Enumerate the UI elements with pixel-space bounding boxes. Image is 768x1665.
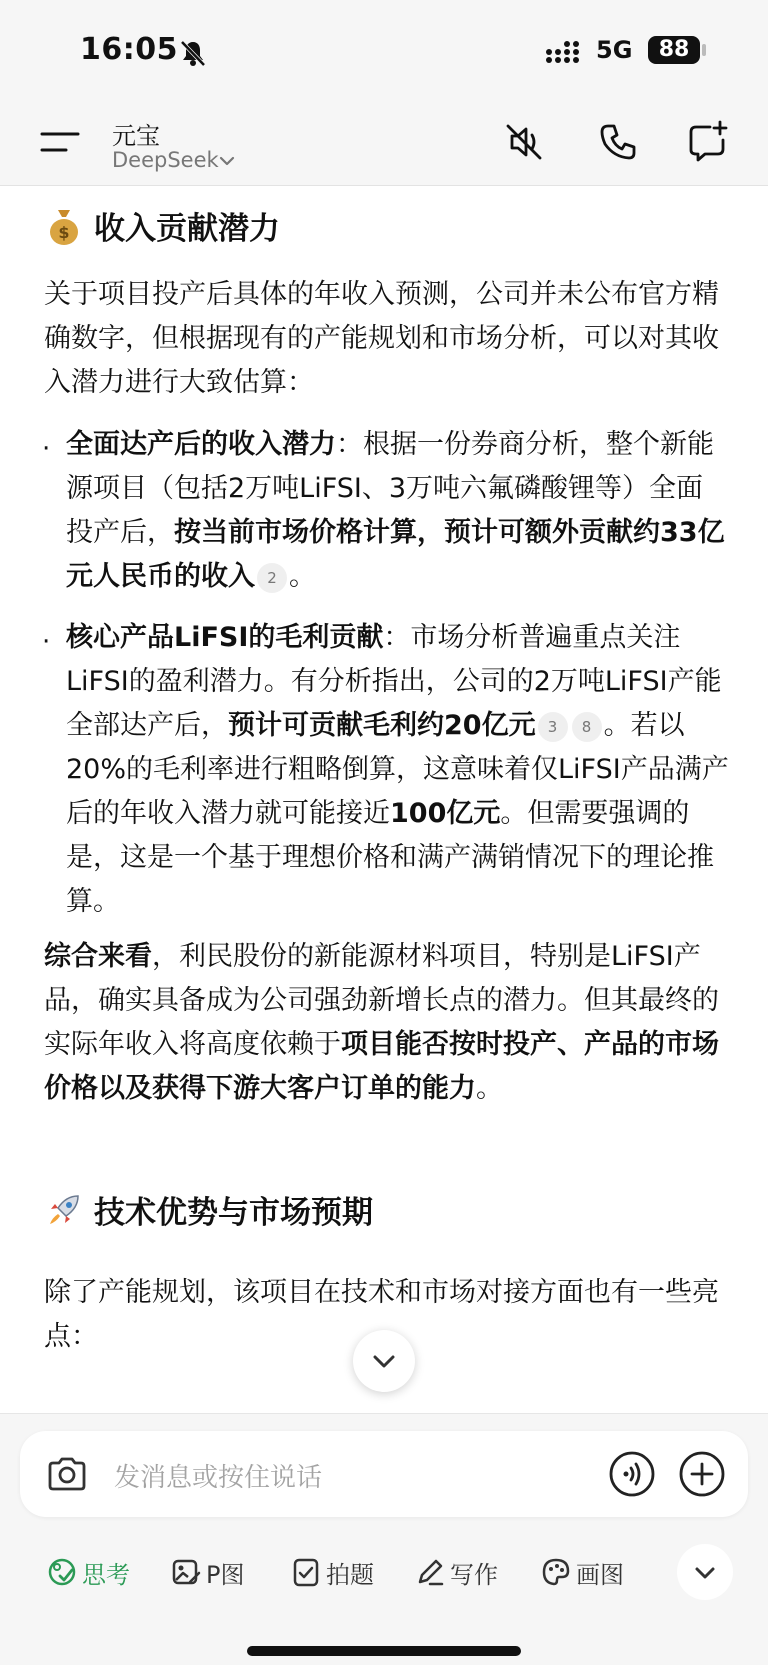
citation-badge[interactable]: 8 [572,712,602,742]
bullet-item [66,423,726,599]
app-header [0,100,768,186]
pen-icon [414,1556,446,1588]
bullet-bold-text: 按当前市场价格计算，预计可额外贡献约33亿元人民币的收入 [66,517,725,592]
new-chat-icon[interactable] [684,118,732,166]
speaker-mute-icon[interactable] [500,118,548,166]
bullet-dot: · [42,627,51,657]
app-name: 元宝 [112,122,160,150]
tool-label: P图 [206,1560,245,1589]
palette-icon [540,1556,572,1588]
battery-indicator: 88 [648,36,700,64]
home-indicator [247,1646,521,1656]
bullet-text: 。但需要强调的是，这是一个基于理想价格和满产满销情况下的理论推算。 [66,798,714,917]
scroll-down-button[interactable] [353,1330,415,1392]
signal-icon [545,40,585,64]
bullet-text: ：市场分析普遍重点关注LiFSI的盈利潜力。有分析指出，公司的2万吨LiFSI产能全部达产后， [66,622,722,741]
think-icon [46,1556,78,1588]
tool-draw[interactable] [540,1554,624,1590]
chevron-down-icon [677,1544,733,1600]
status-time: 16:05 [80,32,178,67]
menu-icon[interactable] [40,126,80,158]
battery-cap [702,44,706,56]
bullet-text: 。若以20%的毛利率进行粗略倒算，这意味着仅LiFSI产品满产后的年收入潜力就可能接近 [66,710,729,829]
tool-label: 画图 [576,1560,624,1589]
bullet-text: ：根据一份券商分析，整个新能源项目（包括2万吨LiFSI、3万吨六氟磷酸锂等）全面投产后， [66,429,714,548]
clipboard-check-icon [290,1556,322,1588]
camera-icon[interactable] [44,1451,90,1497]
svg-text:$: $ [58,222,70,242]
rocket-icon [44,1190,84,1230]
summary-bold: 综合来看 [44,941,152,972]
bell-off-icon [178,38,208,68]
network-type: 5G [596,36,633,64]
status-bar [0,0,768,100]
bullet-dot: · [42,434,51,464]
plus-icon[interactable] [678,1450,726,1498]
summary-bold: 项目能否按时投产、产品的市场价格以及获得下游大客户订单的能力 [44,1029,719,1104]
bullet-item [66,616,732,924]
summary-end: 。 [476,1073,503,1104]
chevron-down-icon[interactable] [219,154,235,168]
citation-badge[interactable]: 3 [538,712,568,742]
message-input-placeholder[interactable]: 发消息或按住说话 [114,1463,323,1493]
tool-bar [0,1544,768,1600]
message-input-box[interactable] [20,1431,748,1517]
phone-icon[interactable] [594,118,642,166]
chevron-down-icon [353,1330,415,1392]
intro-paragraph: 关于项目投产后具体的年收入预测，公司并未公布官方精确数字，但根据现有的产能规划和市场分析，可以对其收入潜力进行大致估算： [44,279,719,398]
bullet-bold-text: 100亿元 [390,798,501,829]
tool-photo-question[interactable] [290,1554,374,1590]
section-heading-tech [44,1187,373,1232]
summary-paragraph [44,935,734,1111]
tool-think[interactable] [46,1554,130,1590]
image-edit-icon [170,1556,202,1588]
bullet-title: 全面达产后的收入潜力 [66,429,336,460]
citation-badge[interactable]: 2 [257,563,287,593]
chat-content[interactable] [0,187,768,1414]
more-tools-button[interactable] [677,1544,733,1600]
tool-label: 拍题 [326,1560,374,1589]
section-title: 技术优势与市场预期 [94,1195,373,1231]
tool-write[interactable] [414,1554,498,1590]
summary-text: ，利民股份的新能源材料项目，特别是LiFSI产品，确实具备成为公司强劲新增长点的潜力。但其最终的实际年收入将高度依赖于 [44,941,719,1060]
next-paragraph: 除了产能规划，该项目在技术和市场对接方面也有一些亮点： [44,1277,719,1352]
composer-area [0,1413,768,1665]
bullet-title: 核心产品LiFSI的毛利贡献 [66,622,384,653]
section-title: 收入贡献潜力 [94,211,280,247]
model-selector[interactable]: DeepSeek [112,148,219,172]
tool-label: 写作 [450,1560,498,1589]
tool-p-image[interactable] [170,1554,244,1590]
section-heading-revenue [44,203,280,248]
bullet-bold-text: 预计可贡献毛利约20亿元 [228,710,536,741]
tool-label: 思考 [82,1560,130,1589]
money-bag-icon [44,206,84,246]
voice-icon[interactable] [608,1450,656,1498]
bullet-end: 。 [289,561,316,592]
